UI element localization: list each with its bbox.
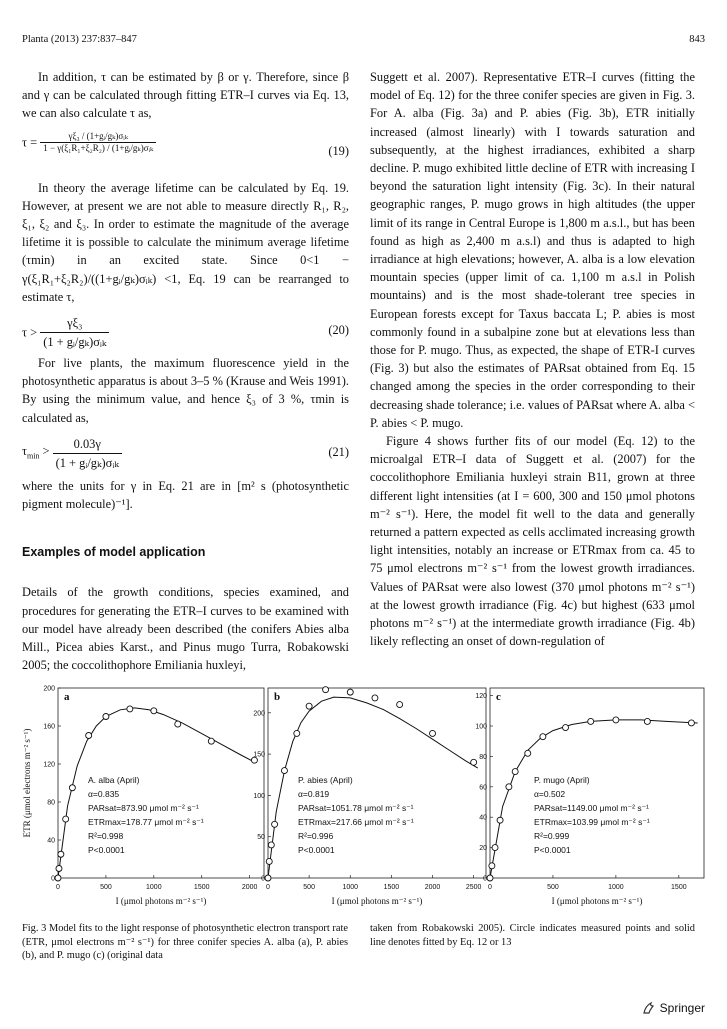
data-point bbox=[55, 875, 61, 881]
data-point bbox=[397, 702, 403, 708]
x-tick-label: 1000 bbox=[342, 884, 359, 891]
springer-horse-icon bbox=[642, 1001, 656, 1015]
x-tick-label: 0 bbox=[266, 884, 270, 891]
stats-label: P. mugo (April) bbox=[534, 775, 590, 785]
x-tick-label: 500 bbox=[100, 884, 112, 891]
panel-letter: b bbox=[274, 691, 281, 703]
y-tick-label: 120 bbox=[43, 761, 55, 769]
data-point bbox=[127, 706, 133, 712]
stats-label: A. alba (April) bbox=[88, 775, 140, 785]
x-tick-label: 2000 bbox=[241, 884, 258, 891]
y-tick-label: 50 bbox=[257, 834, 265, 842]
paragraph: Details of the growth conditions, species examined, and procedures for generating the ETR–I curves to be examined with our model have already been described (the conifers Abies alba Mill., Picea abies Karst., and Pinus mugo Turra, Robakowski 2005; the coccolithophore Emiliania huxleyi, bbox=[22, 585, 349, 673]
paragraph: Suggett et al. 2007). Representative ETR–I curves (fitting the model of Eq. 12) for the three conifer species are given in Fig. 3. For A. alba (Fig. 3a) and P. abies (Fig. 3b), ETR initially increased (almost linearly) with I towards saturation and subsequently, at the highest irradiances, exhibited a sharp decline. P. mugo exhibited little decline of ETR with increasing I beyond the saturation light intensity (Fig. 3c). In their natural geographic ranges, P. mugo grows in high altitudes (the upper limit of its range in Central Europe is 1,800 m a.s.l., but has been found as high as 2,400 m a.s.l) and thus is adapted to high irradiance at high elevations; however, A. alba is a low elevation mountain species (upper limit of ca. 1,100 m a.s.l in Polish mountains) and is the most shade-tolerant tree species in European forests except for Taxus baccata L; P. abies is most commonly found in a subalpine zone but at elevations less than those for P. mugo. Thus, as expected, the shape of ETR-I curves (Fig. 3) but also the estimates of PARsat obtained from Eq. 15 changed among the species in the order corresponding to their decreasing shade tolerance; i.e. values of PARsat where A. alba < P. abies < P. mugo. bbox=[370, 70, 695, 430]
data-point bbox=[540, 734, 546, 740]
y-tick-label: 120 bbox=[475, 693, 487, 701]
y-tick-label: 0 bbox=[483, 875, 487, 883]
data-point bbox=[487, 875, 493, 881]
stats-label: P<0.0001 bbox=[88, 845, 125, 855]
data-point bbox=[266, 858, 272, 864]
paragraph: Figure 4 shows further fits of our model (Eq. 12) to the microalgal ETR–I data of Suggett et al. (2007) for the coccolithophore Emiliania huxleyi strain B11, grown at three different light intensities (at I = 600, 300 and 150 μmol photons m⁻² s⁻¹). Here, the model fit well to the data and generally returned a pattern expected as cells acclimated increasing growth light intensities, notably an increase or ETRmax from ca. 45 to 75 μmol electrons m⁻² s⁻¹ from the lowest growth irradiances. Values of PARsat were also lowest (370 μmol photons m⁻² s⁻¹) at the lowest growth irradiance (Fig. 4c) but highest (633 μmol photons m⁻² s⁻¹) at the intermediate growth irradiance (Fig. 4b) likely reflecting an onset of down-regulation of bbox=[370, 434, 695, 649]
stats-label: R²=0.999 bbox=[534, 831, 570, 841]
x-tick-label: 0 bbox=[488, 884, 492, 891]
equation-number: (21) bbox=[328, 444, 349, 459]
data-point bbox=[644, 718, 650, 724]
y-tick-label: 40 bbox=[479, 814, 487, 822]
data-point bbox=[613, 717, 619, 723]
data-point bbox=[56, 866, 62, 872]
data-point bbox=[86, 733, 92, 739]
stats-label: R²=0.998 bbox=[88, 831, 124, 841]
data-point bbox=[492, 845, 498, 851]
x-axis-label: I (μmol photons m⁻² s⁻¹) bbox=[551, 896, 643, 906]
y-tick-label: 200 bbox=[43, 685, 55, 693]
y-axis-label: ETR (μmol electrons m⁻² s⁻¹) bbox=[22, 728, 32, 838]
data-point bbox=[688, 720, 694, 726]
data-point bbox=[506, 784, 512, 790]
stats-label: α=0.502 bbox=[534, 789, 566, 799]
y-tick-label: 0 bbox=[51, 875, 55, 883]
data-point bbox=[63, 816, 69, 822]
stats-label: P<0.0001 bbox=[298, 845, 335, 855]
stats-label: PARsat=873.90 μmol m⁻² s⁻¹ bbox=[88, 803, 199, 813]
y-tick-label: 100 bbox=[253, 792, 265, 800]
figure-3-plots bbox=[18, 683, 708, 915]
panel-letter: c bbox=[496, 691, 501, 703]
data-point bbox=[372, 695, 378, 701]
data-point bbox=[58, 851, 64, 857]
data-point bbox=[151, 708, 157, 714]
stats-label: ETRmax=103.99 μmol m⁻² s⁻¹ bbox=[534, 817, 650, 827]
stats-label: P<0.0001 bbox=[534, 845, 571, 855]
data-point bbox=[268, 842, 274, 848]
paragraph: In theory the average lifetime can be calculated by Eq. 19. However, at present we are not able to measure directly R₁, R₂, ξ₁, ξ₂ and ξ₃. In order to estimate the magnitude of the average lifetime it is possible to calculate the minimum average lifetime (τmin) in an excited state. Since 0<1 − γ(ξ₁R₁+ξ₂R₂)/((1+gᵢ/gₖ)σᵢₖ) <1, Eq. 19 can be rearranged to estimate τ, bbox=[22, 180, 349, 304]
y-tick-label: 60 bbox=[479, 784, 487, 792]
data-point bbox=[430, 730, 436, 736]
section-heading: Examples of model application bbox=[22, 545, 206, 560]
data-point bbox=[208, 738, 214, 744]
equation-number: (19) bbox=[328, 143, 349, 158]
x-tick-label: 500 bbox=[303, 884, 315, 891]
y-tick-label: 20 bbox=[479, 845, 487, 853]
x-tick-label: 2000 bbox=[424, 884, 441, 891]
data-point bbox=[294, 730, 300, 736]
x-tick-label: 2500 bbox=[465, 884, 482, 891]
publisher-logo bbox=[642, 1001, 705, 1015]
page-number: 843 bbox=[689, 34, 705, 45]
fit-line bbox=[490, 720, 698, 878]
x-tick-label: 1500 bbox=[383, 884, 400, 891]
equation-number: (20) bbox=[328, 322, 349, 337]
x-axis-label: I (μmol photons m⁻² s⁻¹) bbox=[115, 896, 207, 906]
x-tick-label: 1000 bbox=[608, 884, 624, 891]
right-column bbox=[370, 68, 695, 651]
plot-frame bbox=[490, 688, 704, 878]
y-tick-label: 160 bbox=[43, 723, 55, 731]
equation-20: τ > $\frac{\text{γξ₃}}{\text{(1 + gᵢ/gₖ)σᵢₖ}}$ (20) bbox=[22, 316, 349, 350]
equation-19: τ = $\frac{\text{γξ₃ / (1+gᵢ/gₖ)σᵢₖ}}{\text{1 − γ(ξ₁R₁+ξ₂R₂) / (1+gᵢ/gₖ)σᵢₖ}}$ (19) bbox=[22, 129, 349, 173]
data-point bbox=[512, 769, 518, 775]
stats-label: α=0.835 bbox=[88, 789, 120, 799]
data-point bbox=[323, 687, 329, 693]
stats-label: α=0.819 bbox=[298, 789, 330, 799]
paragraph: where the units for γ in Eq. 21 are in [m² s (photosynthetic pigment molecule)⁻¹]. bbox=[22, 478, 349, 512]
running-header-journal: Planta (2013) 237:837–847 bbox=[22, 34, 137, 45]
x-tick-label: 1500 bbox=[671, 884, 687, 891]
data-point bbox=[103, 714, 109, 720]
paragraph: In addition, τ can be estimated by β or γ. Therefore, since β and γ can be calculated through fitting ETR–I curves via Eq. 13, we can also calculate τ as, bbox=[22, 70, 349, 121]
data-point bbox=[281, 768, 287, 774]
equation-21: $\tau_{min}$ > $\frac{0.03\gamma}{\text{(1 + gᵢ/gₖ)σᵢₖ}}$ (21) bbox=[22, 436, 349, 471]
data-point bbox=[347, 689, 353, 695]
data-point bbox=[525, 750, 531, 756]
stats-label: PARsat=1051.78 μmol m⁻² s⁻¹ bbox=[298, 803, 414, 813]
x-tick-label: 1000 bbox=[146, 884, 162, 891]
figure-caption-continued: taken from Robakowski 2005). Circle indicates measured points and solid line denotes fitted by Eq. 12 or 13 bbox=[370, 923, 695, 948]
y-tick-label: 80 bbox=[479, 753, 487, 761]
x-tick-label: 500 bbox=[547, 884, 559, 891]
y-tick-label: 150 bbox=[253, 751, 265, 759]
data-point bbox=[588, 718, 594, 724]
data-point bbox=[69, 785, 75, 791]
data-point bbox=[563, 725, 569, 731]
y-tick-label: 200 bbox=[253, 710, 265, 718]
y-tick-label: 100 bbox=[475, 723, 487, 731]
data-point bbox=[175, 721, 181, 727]
data-point bbox=[471, 759, 477, 765]
x-tick-label: 0 bbox=[56, 884, 60, 891]
publisher-name: Springer bbox=[659, 1001, 705, 1015]
data-point bbox=[272, 821, 278, 827]
figure-caption: Fig. 3 Model fits to the light response of photosynthetic electron transport rate (ETR, μmol electrons m⁻² s⁻¹) for three conifer species A. alba (a), P. abies (b), and P. mugo (c) (original data bbox=[22, 923, 348, 961]
stats-label: ETRmax=178.77 μmol m⁻² s⁻¹ bbox=[88, 817, 204, 827]
data-point bbox=[497, 817, 503, 823]
stats-label: PARsat=1149.00 μmol m⁻² s⁻¹ bbox=[534, 803, 649, 813]
x-axis-label: I (μmol photons m⁻² s⁻¹) bbox=[331, 896, 423, 906]
stats-label: P. abies (April) bbox=[298, 775, 353, 785]
data-point bbox=[306, 703, 312, 709]
y-tick-label: 0 bbox=[261, 875, 265, 883]
left-column bbox=[22, 68, 349, 674]
figure-3 bbox=[18, 683, 708, 915]
y-tick-label: 40 bbox=[47, 837, 55, 845]
stats-label: R²=0.996 bbox=[298, 831, 334, 841]
y-tick-label: 80 bbox=[47, 799, 55, 807]
x-tick-label: 1500 bbox=[193, 884, 210, 891]
panel-letter: a bbox=[64, 691, 70, 703]
stats-label: ETRmax=217.66 μmol m⁻² s⁻¹ bbox=[298, 817, 414, 827]
data-point bbox=[265, 875, 271, 881]
data-point bbox=[489, 863, 495, 869]
paragraph: For live plants, the maximum fluorescence yield in the photosynthetic apparatus is about 3–5 % (Krause and Weis 1991). By using the minimum value, and hence ξ₃ of 3 %, τmin is calculated as, bbox=[22, 356, 349, 425]
